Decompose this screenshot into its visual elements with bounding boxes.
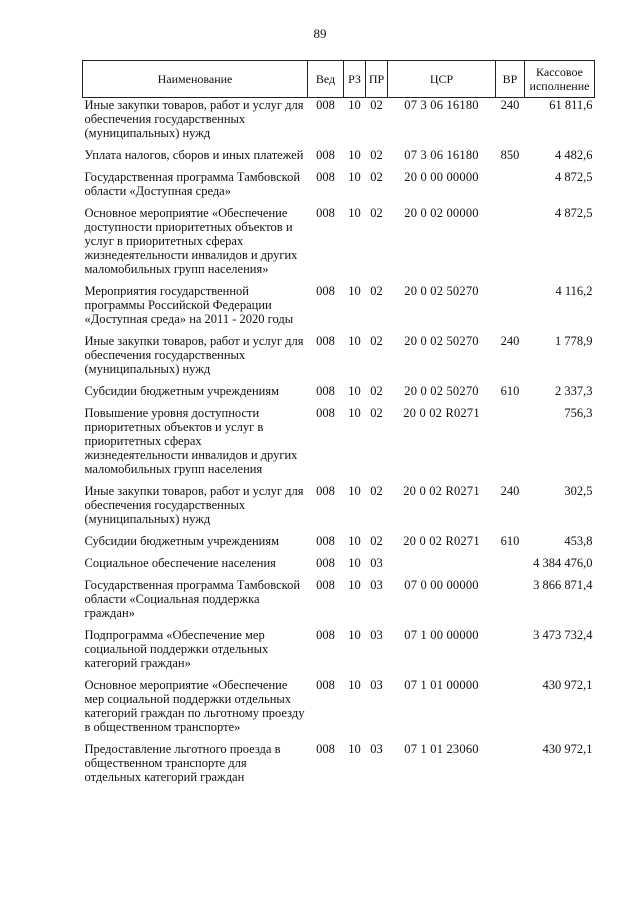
cell-rz: 10 — [348, 406, 361, 420]
cell-rz: 10 — [348, 334, 361, 348]
cell-pr: 03 — [370, 578, 383, 592]
table-row — [83, 384, 595, 406]
cell-pr: 03 — [370, 556, 383, 570]
page-number: 89 — [313, 26, 327, 41]
cell-csr: 20 0 02 50270 — [404, 384, 479, 398]
cell-pr: 02 — [370, 284, 383, 298]
cell-pr: 03 — [370, 742, 383, 756]
table-row — [83, 148, 595, 170]
header-rz: РЗ — [344, 61, 366, 98]
cell-csr: 20 0 02 50270 — [404, 334, 479, 348]
cell-ved: 008 — [316, 334, 335, 348]
cell-name: Уплата налогов, сборов и иных платежей — [84, 148, 304, 162]
cell-amount: 430 972,1 — [542, 742, 593, 756]
cell-vr — [496, 284, 525, 334]
cell-ved: 008 — [316, 284, 335, 298]
cell-rz: 10 — [348, 384, 361, 398]
table-row — [83, 534, 595, 556]
cell-vr — [496, 578, 525, 628]
table-row — [83, 98, 595, 149]
header-pr: ПР — [366, 61, 388, 98]
cell-name: Предоставление льготного проезда в общественном транспорте для отдельных категорий граждан — [84, 742, 281, 784]
cell-vr — [496, 742, 525, 792]
cell-amount: 453,8 — [564, 534, 593, 548]
cell-csr: 07 3 06 16180 — [404, 148, 479, 162]
cell-vr — [496, 406, 525, 484]
cell-rz: 10 — [348, 678, 361, 692]
cell-csr: 07 3 06 16180 — [404, 98, 479, 112]
cell-csr: 20 0 02 R0271 — [403, 534, 480, 548]
cell-rz: 10 — [348, 170, 361, 184]
header-name: Наименование — [83, 61, 308, 98]
cell-vr — [496, 206, 525, 284]
cell-ved: 008 — [316, 148, 335, 162]
cell-ved: 008 — [316, 678, 335, 692]
cell-pr: 02 — [370, 334, 383, 348]
cell-vr: 240 — [500, 98, 520, 112]
cell-rz: 10 — [348, 534, 361, 548]
cell-ved: 008 — [316, 406, 335, 420]
cell-name: Подпрограмма «Обеспечение мер социальной поддержки отдельных категорий граждан» — [84, 628, 269, 670]
cell-name: Государственная программа Тамбовской области «Социальная поддержка граждан» — [84, 578, 301, 620]
cell-name: Субсидии бюджетным учреждениям — [84, 384, 280, 398]
cell-amount: 4 872,5 — [555, 206, 593, 220]
cell-vr: 850 — [500, 148, 520, 162]
cell-ved: 008 — [316, 628, 335, 642]
cell-vr: 610 — [500, 534, 520, 548]
cell-rz: 10 — [348, 742, 361, 756]
cell-amount: 4 116,2 — [555, 284, 593, 298]
cell-ved: 008 — [316, 170, 335, 184]
cell-amount: 4 872,5 — [555, 170, 593, 184]
cell-vr: 240 — [500, 334, 520, 348]
cell-pr: 02 — [370, 206, 383, 220]
cell-ved: 008 — [316, 534, 335, 548]
cell-ved: 008 — [316, 484, 335, 498]
cell-csr: 20 0 02 50270 — [404, 284, 479, 298]
cell-ved: 008 — [316, 206, 335, 220]
cell-csr: 20 0 00 00000 — [404, 170, 479, 184]
cell-amount: 61 811,6 — [549, 98, 593, 112]
cell-rz: 10 — [348, 556, 361, 570]
cell-rz: 10 — [348, 484, 361, 498]
cell-rz: 10 — [348, 628, 361, 642]
cell-name: Повышение уровня доступности приоритетных объектов и услуг в приоритетных сферах жизнедеятельности инвалидов и других маломобильных групп населения — [84, 406, 298, 476]
cell-amount: 302,5 — [564, 484, 593, 498]
budget-execution-table — [82, 60, 595, 792]
cell-vr — [496, 678, 525, 742]
cell-pr: 02 — [370, 98, 383, 112]
table-row — [83, 484, 595, 534]
table-header-row — [83, 61, 595, 98]
cell-csr: 07 1 00 00000 — [404, 628, 479, 642]
cell-ved: 008 — [316, 98, 335, 112]
table-row — [83, 556, 595, 578]
header-csr: ЦСР — [388, 61, 496, 98]
cell-amount: 756,3 — [564, 406, 593, 420]
cell-rz: 10 — [348, 206, 361, 220]
header-vr: ВР — [496, 61, 525, 98]
table-row — [83, 170, 595, 206]
cell-rz: 10 — [348, 284, 361, 298]
header-amount: Кассовое исполнение — [525, 61, 595, 98]
cell-rz: 10 — [348, 578, 361, 592]
cell-pr: 03 — [370, 628, 383, 642]
cell-vr — [496, 170, 525, 206]
cell-name: Социальное обеспечение населения — [84, 556, 276, 570]
cell-amount: 430 972,1 — [542, 678, 593, 692]
cell-ved: 008 — [316, 578, 335, 592]
table-row — [83, 206, 595, 284]
cell-pr: 02 — [370, 484, 383, 498]
cell-csr: 20 0 02 R0271 — [403, 484, 480, 498]
cell-pr: 03 — [370, 678, 383, 692]
cell-csr: 07 1 01 00000 — [404, 678, 479, 692]
cell-csr — [388, 556, 496, 578]
cell-amount: 2 337,3 — [555, 384, 593, 398]
cell-rz: 10 — [348, 148, 361, 162]
cell-vr — [496, 628, 525, 678]
cell-name: Основное мероприятие «Обеспечение доступности приоритетных объектов и услуг в приоритетных сферах жизнедеятельности инвалидов и других маломобильных групп населения» — [84, 206, 298, 276]
cell-csr: 07 1 01 23060 — [404, 742, 479, 756]
cell-name: Мероприятия государственной программы Российской Федерации «Доступная среда» на 2011 - 2020 годы — [84, 284, 294, 326]
table-row — [83, 334, 595, 384]
cell-pr: 02 — [370, 148, 383, 162]
cell-csr: 07 0 00 00000 — [404, 578, 479, 592]
cell-amount: 4 384 476,0 — [533, 556, 593, 570]
cell-name: Основное мероприятие «Обеспечение мер социальной поддержки отдельных категорий граждан по льготному проезду в общественном транспорте» — [84, 678, 305, 734]
table-row — [83, 284, 595, 334]
cell-amount: 1 778,9 — [555, 334, 593, 348]
cell-pr: 02 — [370, 406, 383, 420]
cell-amount: 3 473 732,4 — [533, 628, 593, 642]
table-row — [83, 406, 595, 484]
cell-vr: 240 — [500, 484, 520, 498]
cell-pr: 02 — [370, 384, 383, 398]
cell-ved: 008 — [316, 556, 335, 570]
cell-name: Субсидии бюджетным учреждениям — [84, 534, 280, 548]
cell-amount: 4 482,6 — [555, 148, 593, 162]
cell-name: Иные закупки товаров, работ и услуг для обеспечения государственных (муниципальных) нужд — [84, 334, 304, 376]
table-row — [83, 678, 595, 742]
cell-csr: 20 0 02 R0271 — [403, 406, 480, 420]
table-row — [83, 742, 595, 792]
cell-name: Иные закупки товаров, работ и услуг для обеспечения государственных (муниципальных) нужд — [84, 484, 304, 526]
cell-rz: 10 — [348, 98, 361, 112]
cell-name: Иные закупки товаров, работ и услуг для обеспечения государственных (муниципальных) нужд — [84, 98, 304, 140]
cell-name: Государственная программа Тамбовской области «Доступная среда» — [84, 170, 301, 198]
cell-vr: 610 — [500, 384, 520, 398]
cell-ved: 008 — [316, 384, 335, 398]
table-row — [83, 578, 595, 628]
cell-csr: 20 0 02 00000 — [404, 206, 479, 220]
cell-ved: 008 — [316, 742, 335, 756]
cell-pr: 02 — [370, 170, 383, 184]
header-ved: Вед — [308, 61, 344, 98]
table-row — [83, 628, 595, 678]
cell-amount: 3 866 871,4 — [533, 578, 593, 592]
cell-pr: 02 — [370, 534, 383, 548]
cell-vr — [496, 556, 525, 578]
